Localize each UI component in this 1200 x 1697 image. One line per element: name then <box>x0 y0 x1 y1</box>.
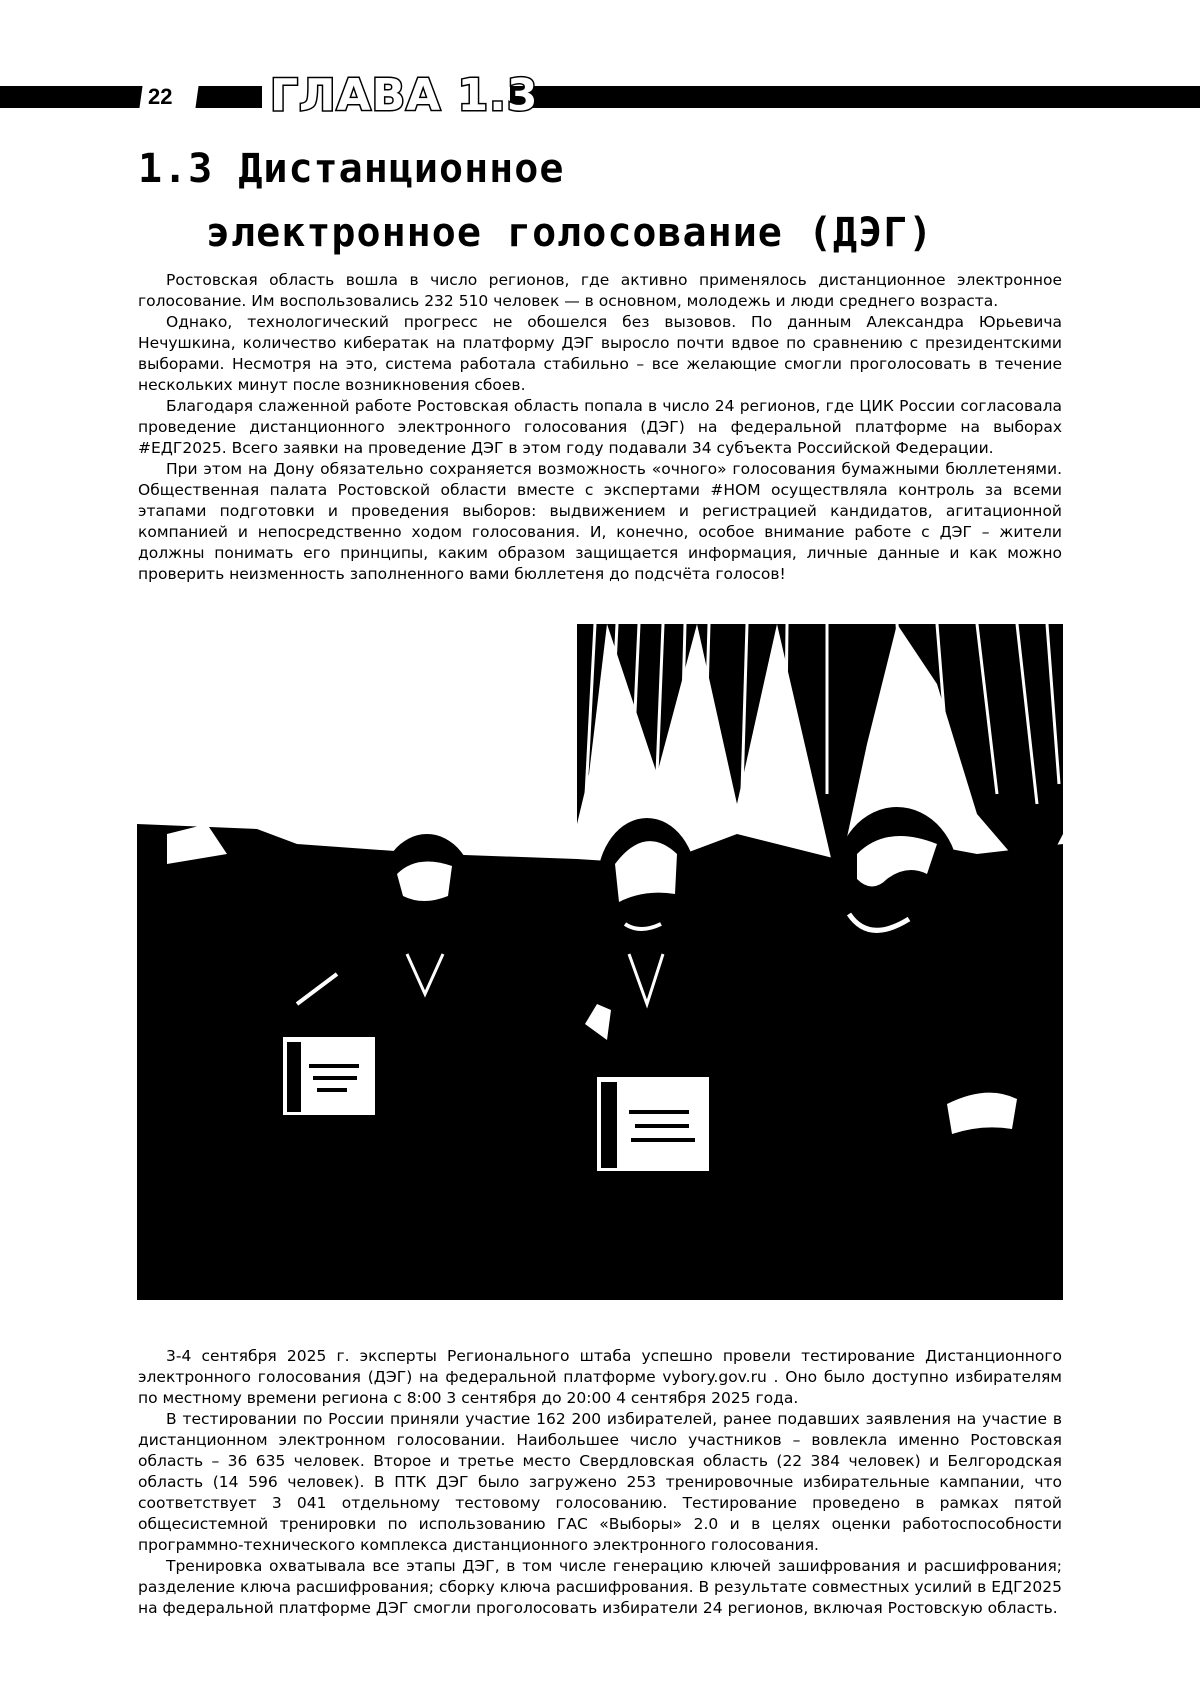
section-title-line-2: электронное голосование (ДЭГ) <box>206 210 934 256</box>
paragraph: Благодаря слаженной работе Ростовская область попала в число 24 регионов, где ЦИК России согласовала проведение дистанционного электронного голосования (ДЭГ) на федеральной платформе на выборах #ЕДГ2025. Всего заявки на проведение ДЭГ в этом году подавали 34 субъекта Российской Федерации. <box>138 397 1062 457</box>
chapter-label: ГЛАВА 1.3 <box>270 70 539 121</box>
page-number: 22 <box>148 84 173 109</box>
after-photo-text <box>138 1346 1062 1619</box>
press-conference-photo <box>137 624 1063 1300</box>
intro-text <box>138 270 1062 585</box>
paragraph: Тренировка охватывала все этапы ДЭГ, в том числе генерацию ключей зашифрования и расшифрования; разделение ключа расшифрования; сборку ключа расшифрования. В результате совместных усилий в ЕДГ2025 на федеральной платформе ДЭГ смогли проголосовать избиратели 24 регионов, включая Ростовскую область. <box>138 1557 1062 1617</box>
paragraph: Однако, технологический прогресс не обошелся без вызовов. По данным Александра Юрьевича Нечушкина, количество кибератак на платформу ДЭГ выросло почти вдвое по сравнению с президентскими выборами. Несмотря на это, система работала стабильно – все желающие смогли проголосовать в течение нескольких минут после возникновения сбоев. <box>138 313 1062 394</box>
paragraph: При этом на Дону обязательно сохраняется возможность «очного» голосования бумажными бюллетенями. Общественная палата Ростовской области вместе с экспертами #НОМ осуществляла контроль за всеми этапами подготовки и проведения выборов: выдвижением и регистрацией кандидатов, агитационной компанией и непосредственно ходом голосования. И, конечно, особое внимание работе с ДЭГ – жители должны понимать его принципы, каким образом защищается информация, личные данные и как можно проверить неизменность заполненного вами бюллетеня до подсчёта голосов! <box>138 460 1062 583</box>
section-title-line-1: 1.3 Дистанционное <box>138 146 565 192</box>
paragraph: Ростовская область вошла в число регионов, где активно применялось дистанционное электронное голосование. Им воспользовались 232 510 человек — в основном, молодежь и люди среднего возраста. <box>138 271 1062 310</box>
paragraph: 3-4 сентября 2025 г. эксперты Регионального штаба успешно провели тестирование Дистанционного электронного голосования (ДЭГ) на федеральной платформе vybory.gov.ru . Оно было доступно избирателям по местному времени региона с 8:00 3 сентября до 20:00 4 сентября 2025 года. <box>138 1347 1062 1407</box>
paragraph: В тестировании по России приняли участие 162 200 избирателей, ранее подавших заявления на участие в дистанционном электронном голосовании. Наибольшее число участников – вовлекла именно Ростовская область – 36 635 человек. Второе и третье место Свердловская область (22 384 человек) и Белгородская область (14 596 человек). В ПТК ДЭГ было загружено 253 тренировочные избирательные кампании, что соответствует 3 041 отдельному тестовому голосованию. Тестирование проведено в рамках пятой общесистемной тренировки по использованию ГАС «Выборы» 2.0 и в целях оценки работоспособности программно-технического комплекса дистанционного электронного голосования. <box>138 1410 1062 1554</box>
